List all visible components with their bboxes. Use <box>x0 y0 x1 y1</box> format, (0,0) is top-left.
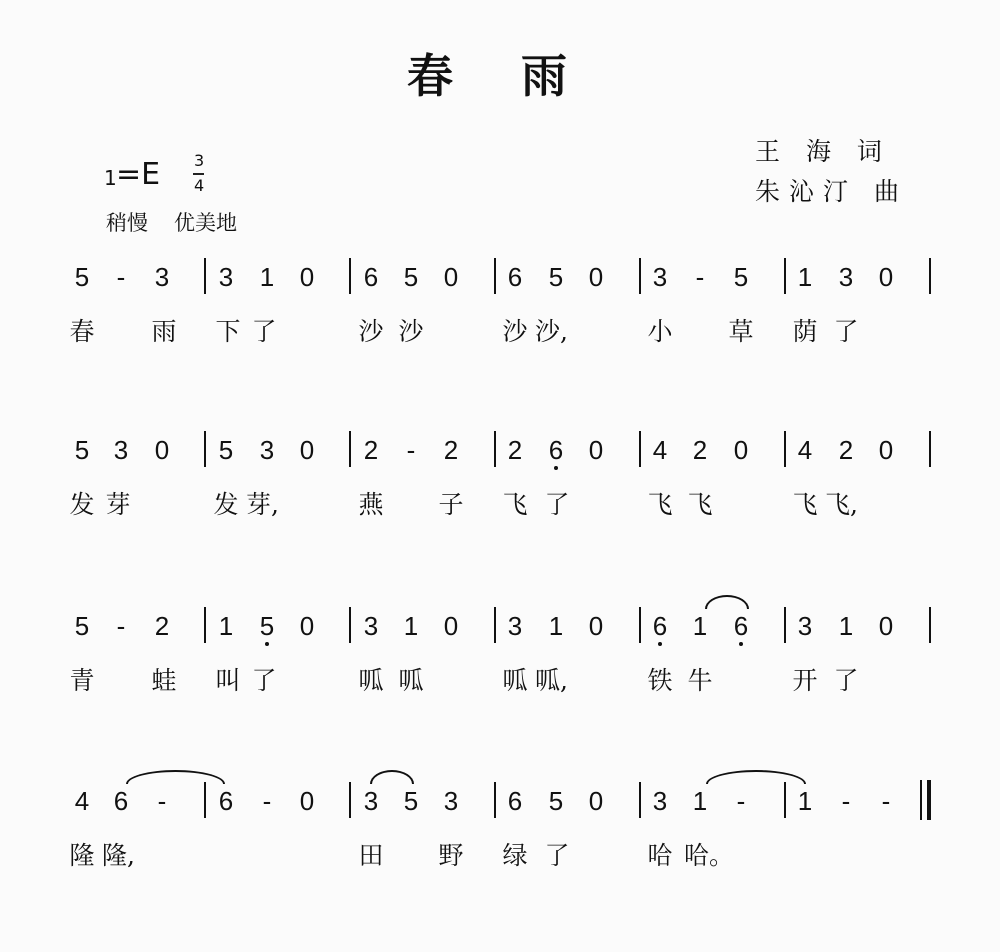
lyric-syllable: 飞 <box>502 490 528 519</box>
note: 5 <box>218 435 234 465</box>
barline <box>929 607 931 643</box>
lyric-syllable: 芽 <box>105 490 131 519</box>
note: 5 <box>74 435 90 465</box>
barline <box>349 782 351 818</box>
lyric-syllable: 飞 <box>687 490 713 519</box>
lyric-syllable: 绿 <box>502 841 528 870</box>
lower-octave-dot <box>658 642 662 646</box>
note: 2 <box>507 435 523 465</box>
note: 3 <box>259 435 275 465</box>
note: 3 <box>652 786 668 816</box>
note: 1 <box>797 786 813 816</box>
note: 4 <box>74 786 90 816</box>
lyric-syllable: 叫 <box>215 666 241 695</box>
lyric-syllable: 铁 <box>647 666 673 695</box>
note: 1 <box>838 611 854 641</box>
note: 2 <box>838 435 854 465</box>
barline <box>784 431 786 467</box>
barline <box>204 607 206 643</box>
barline <box>639 431 641 467</box>
dash-note: - <box>116 611 126 641</box>
barline <box>929 431 931 467</box>
note: 1 <box>692 611 708 641</box>
note: 0 <box>299 262 315 292</box>
dash-note: - <box>695 262 705 292</box>
note: 6 <box>648 611 672 641</box>
barline <box>349 258 351 294</box>
dash-note: - <box>841 786 851 816</box>
note: 0 <box>878 611 894 641</box>
time-signature-bottom: 4 <box>194 176 205 195</box>
note: 3 <box>838 262 854 292</box>
note: 0 <box>443 262 459 292</box>
lyric-syllable: 了 <box>251 317 277 346</box>
note: 0 <box>733 435 749 465</box>
note: 6 <box>729 611 753 641</box>
lyric-syllable: 隆 <box>69 841 95 870</box>
note: 5 <box>548 262 564 292</box>
note: 2 <box>363 435 379 465</box>
lyric-syllable: 了 <box>544 490 570 519</box>
lyric-syllable: 子 <box>438 490 464 519</box>
lyric-syllable: 野 <box>438 841 464 870</box>
lyric-syllable: 呱 <box>398 666 424 695</box>
note: 6 <box>544 435 568 465</box>
barline <box>929 258 931 294</box>
note: 4 <box>652 435 668 465</box>
note: 5 <box>74 611 90 641</box>
barline <box>494 258 496 294</box>
time-signature-bar <box>193 173 204 175</box>
note: 4 <box>797 435 813 465</box>
lyric-syllable: 了 <box>544 841 570 870</box>
lyric-syllable: 飞, <box>825 490 858 519</box>
dash-note: - <box>262 786 272 816</box>
note: 3 <box>218 262 234 292</box>
barline <box>204 258 206 294</box>
note: 3 <box>363 786 379 816</box>
dash-note: - <box>116 262 126 292</box>
barline <box>639 607 641 643</box>
key-degree: 1 <box>104 166 117 190</box>
composer-credit: 朱沁汀 曲 <box>755 177 908 206</box>
lyric-syllable: 隆, <box>102 841 135 870</box>
note: 3 <box>154 262 170 292</box>
slur <box>126 770 225 784</box>
key-name: =E <box>116 157 161 192</box>
barline <box>639 258 641 294</box>
barline <box>784 607 786 643</box>
note: 0 <box>588 435 604 465</box>
barline <box>204 782 206 818</box>
lyric-syllable: 沙 <box>502 317 528 346</box>
note: 2 <box>692 435 708 465</box>
lyric-syllable: 青 <box>69 666 95 695</box>
lyric-syllable: 开 <box>792 666 818 695</box>
note: 2 <box>154 611 170 641</box>
note: 1 <box>218 611 234 641</box>
note: 1 <box>548 611 564 641</box>
dash-note: - <box>406 435 416 465</box>
note: 1 <box>692 786 708 816</box>
lyric-syllable: 荫 <box>792 317 818 346</box>
note: 0 <box>878 435 894 465</box>
lyric-syllable: 呱 <box>358 666 384 695</box>
song-title: 春 雨 <box>406 49 593 103</box>
barline <box>204 431 206 467</box>
note: 3 <box>507 611 523 641</box>
note: 0 <box>299 786 315 816</box>
lyric-syllable: 发 <box>213 490 239 519</box>
barline <box>494 782 496 818</box>
note: 0 <box>588 611 604 641</box>
tempo-speed: 稍慢 <box>106 211 148 235</box>
dash-note: - <box>881 786 891 816</box>
note: 0 <box>299 435 315 465</box>
lyricist-credit: 王 海 词 <box>755 137 891 166</box>
lower-octave-dot <box>739 642 743 646</box>
lyric-syllable: 了 <box>833 317 859 346</box>
lyric-syllable: 飞 <box>647 490 673 519</box>
note: 1 <box>797 262 813 292</box>
lyric-syllable: 雨 <box>151 317 177 346</box>
note: 1 <box>259 262 275 292</box>
time-signature-top: 3 <box>194 151 205 170</box>
note: 6 <box>507 262 523 292</box>
final-barline-thin <box>920 780 922 820</box>
lyric-syllable: 下 <box>215 317 241 346</box>
note: 0 <box>299 611 315 641</box>
note: 5 <box>403 786 419 816</box>
lyric-syllable: 田 <box>358 841 384 870</box>
lower-octave-dot <box>554 466 558 470</box>
note: 2 <box>443 435 459 465</box>
barline <box>349 431 351 467</box>
lyric-syllable: 蛙 <box>151 666 177 695</box>
lyric-syllable: 发 <box>69 490 95 519</box>
note: 0 <box>154 435 170 465</box>
barline <box>784 782 786 818</box>
note: 5 <box>255 611 279 641</box>
lyric-syllable: 呱 <box>502 666 528 695</box>
note: 6 <box>218 786 234 816</box>
note: 6 <box>363 262 379 292</box>
slur <box>705 595 749 609</box>
note: 3 <box>113 435 129 465</box>
lyric-syllable: 了 <box>251 666 277 695</box>
barline <box>639 782 641 818</box>
lyric-syllable: 飞 <box>792 490 818 519</box>
note: 6 <box>507 786 523 816</box>
slur <box>370 770 414 784</box>
dash-note: - <box>157 786 167 816</box>
note: 5 <box>403 262 419 292</box>
lyric-syllable: 沙 <box>358 317 384 346</box>
note: 5 <box>548 786 564 816</box>
barline <box>349 607 351 643</box>
barline <box>494 431 496 467</box>
note: 1 <box>403 611 419 641</box>
final-barline <box>927 780 931 820</box>
lyric-syllable: 牛 <box>687 666 713 695</box>
tempo-expression: 优美地 <box>174 211 237 235</box>
note: 5 <box>733 262 749 292</box>
dash-note: - <box>736 786 746 816</box>
lyric-syllable: 了 <box>833 666 859 695</box>
note: 3 <box>443 786 459 816</box>
tempo-marking <box>106 207 237 237</box>
lyric-syllable: 哈。 <box>684 841 735 870</box>
barline <box>494 607 496 643</box>
note: 0 <box>588 786 604 816</box>
note: 0 <box>878 262 894 292</box>
lower-octave-dot <box>265 642 269 646</box>
note: 0 <box>588 262 604 292</box>
note: 3 <box>363 611 379 641</box>
lyric-syllable: 芽, <box>246 490 279 519</box>
lyric-syllable: 春 <box>69 317 95 346</box>
note: 0 <box>443 611 459 641</box>
note: 3 <box>797 611 813 641</box>
lyric-syllable: 沙, <box>535 317 568 346</box>
barline <box>784 258 786 294</box>
lyric-syllable: 草 <box>728 317 754 346</box>
lyric-syllable: 沙 <box>398 317 424 346</box>
lyric-syllable: 呱, <box>535 666 568 695</box>
lyric-syllable: 哈 <box>647 841 673 870</box>
lyric-syllable: 小 <box>647 317 673 346</box>
note: 5 <box>74 262 90 292</box>
lyric-syllable: 燕 <box>358 490 384 519</box>
note: 3 <box>652 262 668 292</box>
note: 6 <box>113 786 129 816</box>
slur <box>706 770 806 784</box>
